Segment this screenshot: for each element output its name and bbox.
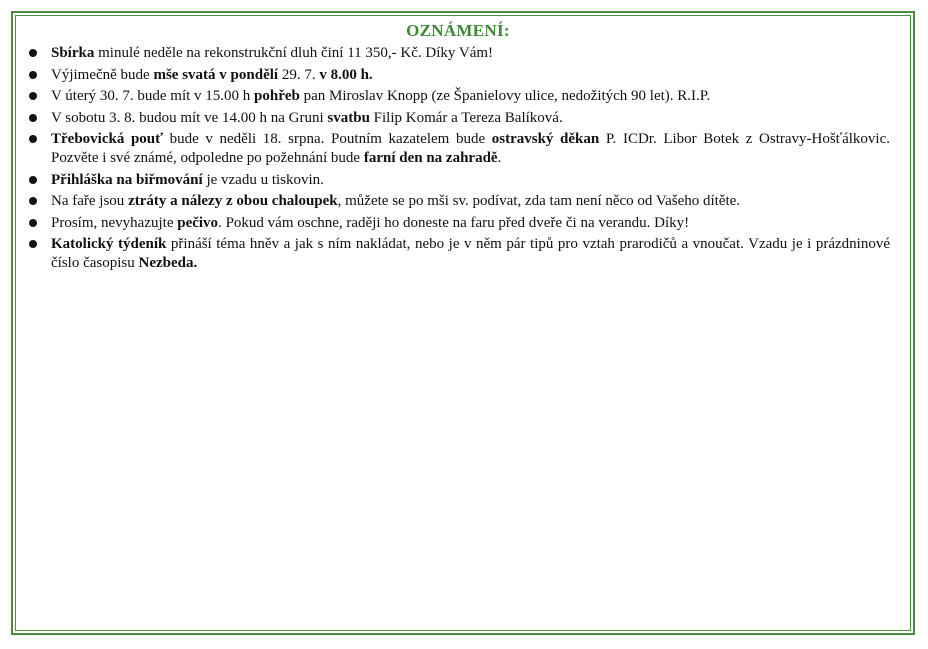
emphasized-text: Třebovická pouť <box>51 131 163 147</box>
bullet-icon <box>29 114 37 122</box>
item-text: 29. 7. <box>278 66 320 83</box>
emphasized-text: Nezbeda. <box>138 255 198 271</box>
emphasized-text: pečivo <box>177 214 219 231</box>
announcement-list <box>26 44 890 273</box>
emphasized-text: ostravský děkan <box>491 131 600 147</box>
item-text: minulé neděle na rekonstrukční dluh činí 11 350,- Kč. Díky Vám! <box>94 45 494 61</box>
item-text: Filip Komár a Tereza Balíková. <box>369 109 563 126</box>
emphasized-text: Sbírka <box>51 45 95 61</box>
item-text: bude v neděli 18. srpna. Poutním kazatelem bude <box>162 131 492 147</box>
item-text: Na faře jsou <box>51 193 129 209</box>
bullet-icon <box>29 240 37 248</box>
emphasized-text: v 8.00 h. <box>319 66 373 83</box>
bullet-icon <box>29 92 37 100</box>
emphasized-text: svatbu <box>327 109 370 126</box>
item-text: Výjimečně bude <box>51 66 154 83</box>
announcement-item <box>26 130 890 168</box>
emphasized-text: Katolický týdeník <box>51 236 167 252</box>
item-text: je vzadu u tiskovin. <box>202 171 324 188</box>
item-text: . <box>497 150 502 166</box>
bullet-icon <box>29 49 37 57</box>
item-text: Prosím, nevyhazujte <box>51 214 178 231</box>
announcement-box <box>26 20 890 276</box>
item-text: , můžete se po mši sv. podívat, zda tam není něco od Vašeho dítěte. <box>337 193 741 209</box>
item-text: V úterý 30. 7. bude mít v 15.00 h <box>51 88 255 104</box>
item-text: P. ICDr. Libor Botek z Ostravy-Hošťálkovic. Pozvěte i své známé, odpoledne po požehnání bude <box>51 131 890 166</box>
bullet-icon <box>29 219 37 227</box>
announcement-item <box>26 171 890 190</box>
emphasized-text: Přihláška na biřmování <box>51 171 203 188</box>
bullet-icon <box>29 71 37 79</box>
bullet-icon <box>29 197 37 205</box>
announcement-item <box>26 44 890 63</box>
item-text: . Pokud vám oschne, raději ho doneste na faru před dveře či na verandu. Díky! <box>218 214 690 231</box>
announcement-item <box>26 214 890 233</box>
announcement-item <box>26 235 890 273</box>
emphasized-text: farní den na zahradě <box>363 150 498 166</box>
announcement-item <box>26 66 890 85</box>
item-text: V sobotu 3. 8. budou mít ve 14.00 h na Gruni <box>51 109 328 126</box>
item-text: přináší téma hněv a jak s ním nakládat, nebo je v něm pár tipů pro vztah prarodičů a vnoučat. Vzadu je i prázdninové číslo časopisu <box>51 236 890 271</box>
emphasized-text: pohřeb <box>254 88 300 104</box>
announcement-title: OZNÁMENÍ: <box>406 21 510 40</box>
item-text: pan Miroslav Knopp (ze Španielovy ulice, nedožitých 90 let). R.I.P. <box>299 88 711 104</box>
emphasized-text: mše svatá v pondělí <box>153 66 279 83</box>
announcement-item <box>26 192 890 211</box>
bullet-icon <box>29 176 37 184</box>
announcement-item <box>26 87 890 106</box>
bullet-icon <box>29 135 37 143</box>
announcement-item <box>26 109 890 128</box>
emphasized-text: ztráty a nálezy z obou chaloupek <box>128 193 338 209</box>
